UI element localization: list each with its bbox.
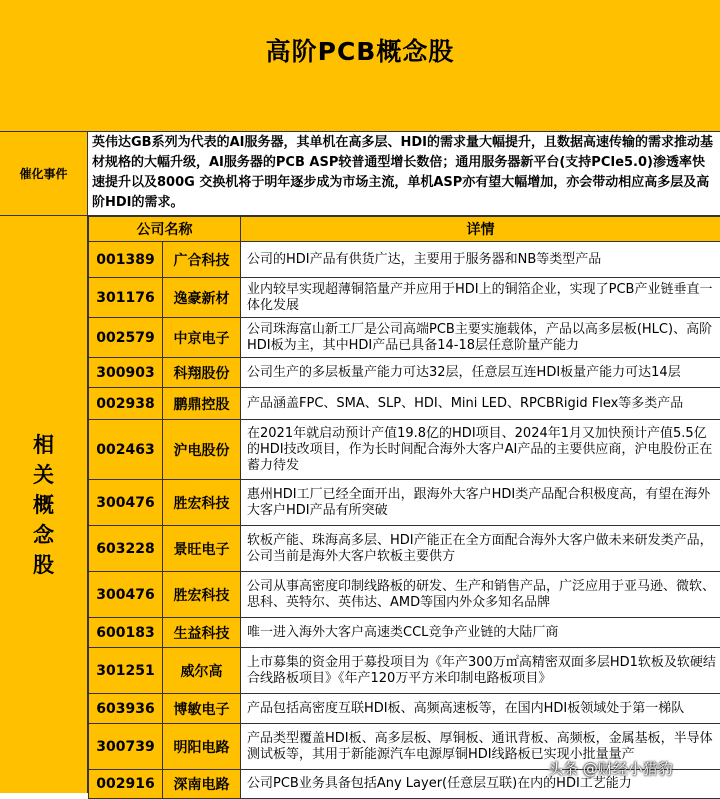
related-stocks-label: 相关概念股 (32, 430, 56, 580)
stock-code: 300476 (89, 480, 163, 526)
stock-code: 300903 (89, 358, 163, 388)
stock-code: 300739 (89, 724, 163, 770)
company-detail: 产品包括高密度互联HDI板、高频高速板等，在国内HDI板领域处于第一梯队 (241, 694, 720, 724)
company-detail: 产品类型覆盖HDI板、高多层板、厚铜板、通讯背板、高频板，金属基板，半导体测试板等，其用于新能源汽车电源厚铜HDI线路板已实现小批量量产 (241, 724, 720, 770)
company-detail: 在2021年就启动预计产值19.8亿的HDI项目、2024年1月又加快预计产值5.5亿的HDI技改项目，作为长时间配合海外大客户AI产品的主要供应商，沪电股份正在蓄力待发 (241, 420, 720, 480)
catalyst-section (0, 132, 720, 216)
company-name: 逸豪新材 (163, 278, 241, 318)
stock-code: 301251 (89, 648, 163, 694)
company-name: 博敏电子 (163, 694, 241, 724)
company-name: 中京电子 (163, 318, 241, 358)
company-name: 景旺电子 (163, 526, 241, 572)
company-detail: 产品涵盖FPC、SMA、SLP、HDI、Mini LED、RPCBRigid Flex等多类产品 (241, 388, 720, 420)
stock-code: 002579 (89, 318, 163, 358)
stock-code: 600183 (89, 618, 163, 648)
stock-code: 002938 (89, 388, 163, 420)
company-detail: 惠州HDI工厂已经全面开出，跟海外大客户HDI类产品配合积极度高，有望在海外大客户HDI产品有所突破 (241, 480, 720, 526)
company-name: 沪电股份 (163, 420, 241, 480)
company-name: 胜宏科技 (163, 480, 241, 526)
company-name: 广合科技 (163, 242, 241, 278)
title-bar (0, 0, 720, 132)
company-detail: 软板产能、珠海高多层、HDI产能正在全方面配合海外大客户做未来研发类产品，公司当前是海外大客户软板主要供方 (241, 526, 720, 572)
stock-table (88, 216, 720, 799)
company-detail: 公司从事高密度印制线路板的研发、生产和销售产品，广泛应用于亚马逊、微软、思科、英特尔、英伟达、AMD等国内外众多知名品牌 (241, 572, 720, 618)
related-stocks-label-cell (0, 216, 88, 793)
company-detail: 业内较早实现超薄铜箔量产并应用于HDI上的铜箔企业，实现了PCB产业链垂直一体化发展 (241, 278, 720, 318)
stock-code: 001389 (89, 242, 163, 278)
company-detail: 公司生产的多层板量产能力可达32层，任意层互连HDI板量产能力可达14层 (241, 358, 720, 388)
company-detail: 公司的HDI产品有供货广达，主要用于服务器和NB等类型产品 (241, 242, 720, 278)
company-name: 威尔高 (163, 648, 241, 694)
table-row (89, 278, 720, 318)
table-body (89, 242, 720, 799)
table-row (89, 572, 720, 618)
company-detail: 上市募集的资金用于募投项目为《年产300万㎡高精密双面多层HD1软板及软硬结合线路板项目》《年产120万平方米印制电路板项目》 (241, 648, 720, 694)
stock-code: 603936 (89, 694, 163, 724)
table-row (89, 526, 720, 572)
company-name: 胜宏科技 (163, 572, 241, 618)
stock-code: 301176 (89, 278, 163, 318)
header-company: 公司名称 (89, 217, 241, 242)
stock-code: 002463 (89, 420, 163, 480)
table-row (89, 318, 720, 358)
company-name: 深南电路 (163, 770, 241, 799)
table-row (89, 420, 720, 480)
stock-code: 300476 (89, 572, 163, 618)
company-name: 明阳电路 (163, 724, 241, 770)
table-row (89, 618, 720, 648)
table-row (89, 480, 720, 526)
table-row (89, 242, 720, 278)
header-detail: 详情 (241, 217, 720, 242)
table-header-row (89, 217, 720, 242)
company-name: 生益科技 (163, 618, 241, 648)
table-row (89, 694, 720, 724)
table-row (89, 648, 720, 694)
table-row (89, 388, 720, 420)
stock-code: 002916 (89, 770, 163, 799)
stock-code: 603228 (89, 526, 163, 572)
company-name: 鹏鼎控股 (163, 388, 241, 420)
watermark: 头条 @财经小猎豹 (548, 758, 673, 779)
page-title: 高阶PCB概念股 (0, 32, 720, 68)
company-detail: 公司珠海富山新工厂是公司高端PCB主要实施载体，产品以高多层板(HLC)、高阶HDI板为主，其中HDI产品已具备14-18层任意阶量产能力 (241, 318, 720, 358)
company-detail: 唯一进入海外大客户高速类CCL竞争产业链的大陆厂商 (241, 618, 720, 648)
company-detail: 公司PCB业务具备包括Any Layer(任意层互联)在内的HDI工艺能力 (241, 770, 720, 799)
company-name: 科翔股份 (163, 358, 241, 388)
catalyst-text: 英伟达GB系列为代表的AI服务器，其单机在高多层、HDI的需求量大幅提升，且数据高速传输的需求推动基材规格的大幅升级，AI服务器的PCB ASP较普通型增长数倍；通用服务器新平台(支持PCIe5.0)渗透率快速提升以及800G 交换机将于明年逐步成为市场主流，单机ASP亦有望大幅增加，亦会带动相应高多层及高阶HDI的需求。 (92, 133, 716, 213)
catalyst-label: 催化事件 (0, 132, 88, 215)
table-row (89, 358, 720, 388)
